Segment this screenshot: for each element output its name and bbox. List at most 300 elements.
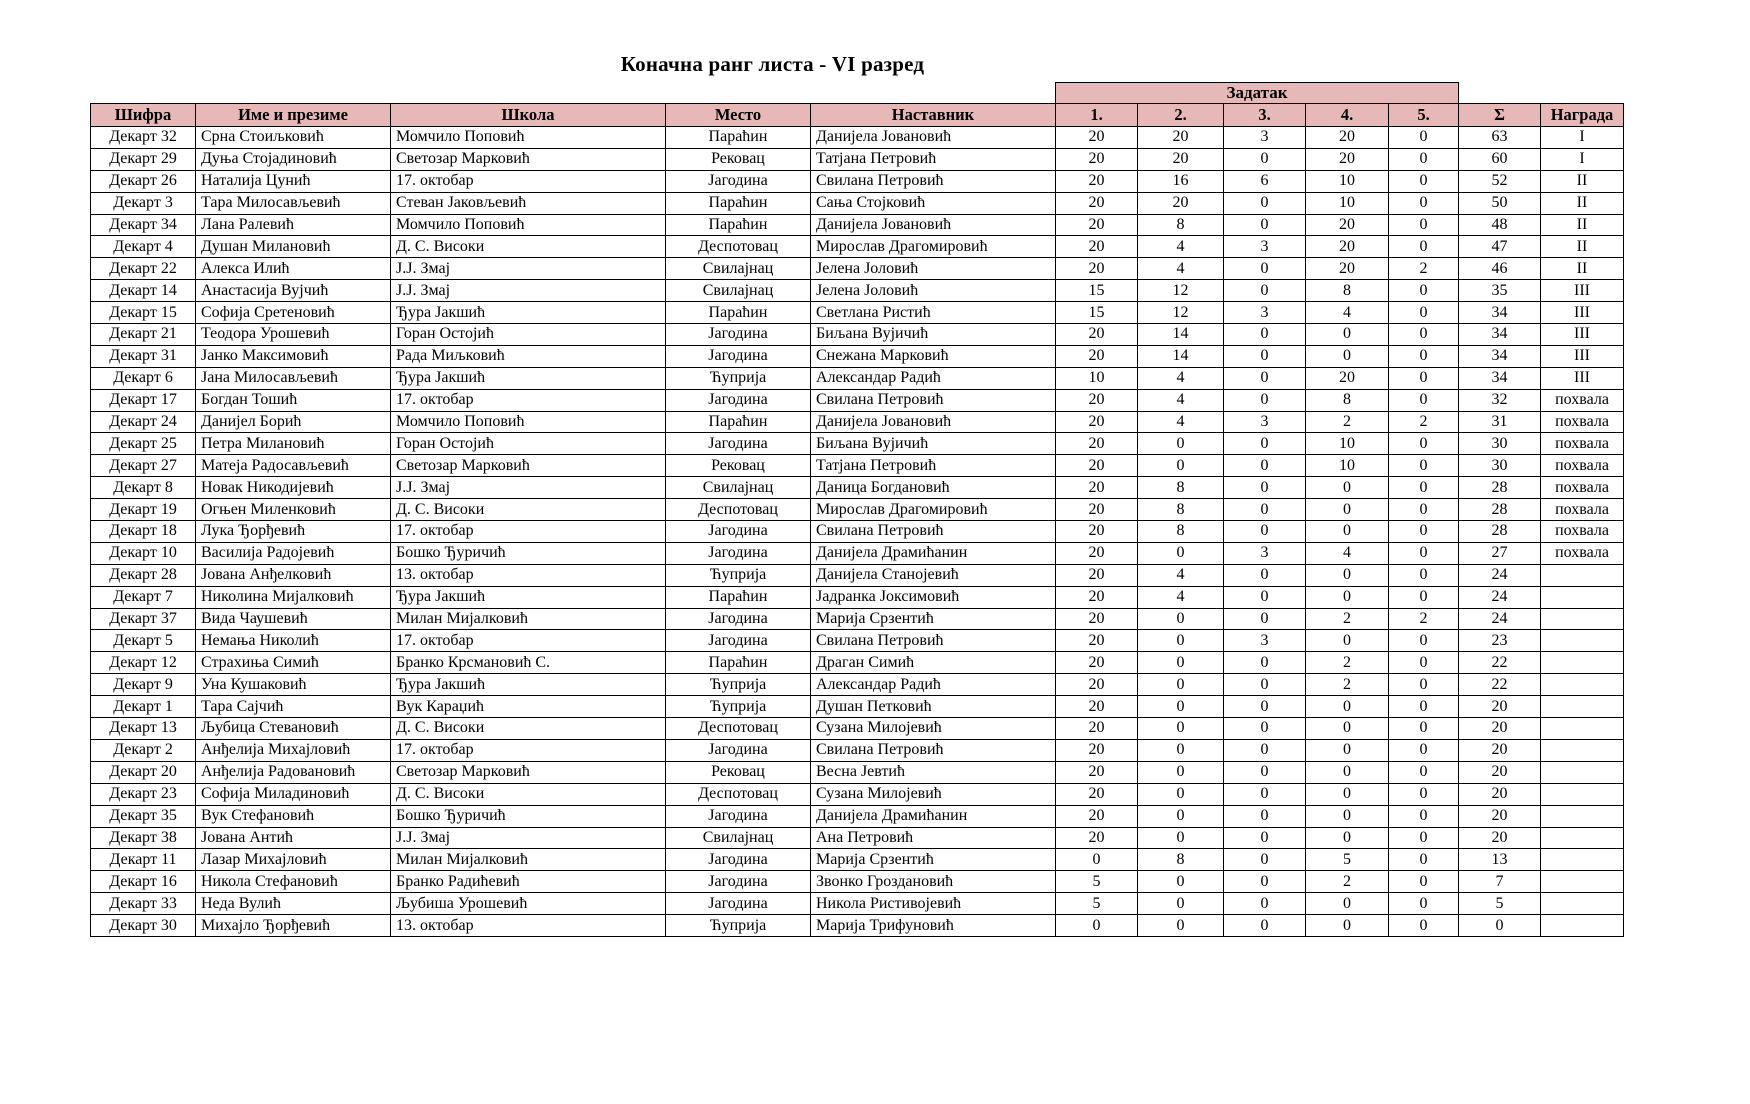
cell-code: Декарт 2 [91,739,196,761]
cell-school: Ђура Јакшић [391,302,666,324]
cell-task5: 0 [1389,127,1459,149]
cell-teacher: Марија Срзентић [811,608,1056,630]
cell-task5: 0 [1389,652,1459,674]
col-header-name: Име и презиме [196,104,391,127]
cell-code: Декарт 34 [91,214,196,236]
cell-name: Срна Стоиљковић [196,127,391,149]
table-row [91,345,1624,367]
cell-task3: 0 [1224,192,1306,214]
cell-award [1541,915,1624,937]
cell-sum: 20 [1459,739,1541,761]
table-row [91,542,1624,564]
cell-school: Горан Остојић [391,324,666,346]
cell-code: Декарт 25 [91,433,196,455]
cell-teacher: Сузана Милојевић [811,718,1056,740]
cell-school: Бранко Крсмановић С. [391,652,666,674]
cell-code: Декарт 13 [91,718,196,740]
cell-task2: 4 [1138,258,1224,280]
cell-task5: 0 [1389,783,1459,805]
cell-task3: 0 [1224,280,1306,302]
cell-task2: 4 [1138,564,1224,586]
cell-name: Алекса Илић [196,258,391,280]
cell-name: Вук Стефановић [196,805,391,827]
cell-code: Декарт 27 [91,455,196,477]
cell-teacher: Светлана Ристић [811,302,1056,324]
ranking-table [90,82,1624,937]
table-row [91,258,1624,280]
cell-code: Декарт 19 [91,499,196,521]
cell-teacher: Данијела Драмићанин [811,542,1056,564]
cell-place: Јагодина [666,805,811,827]
cell-name: Страхиња Симић [196,652,391,674]
cell-place: Параћин [666,652,811,674]
cell-task3: 0 [1224,783,1306,805]
cell-place: Јагодина [666,324,811,346]
cell-code: Декарт 35 [91,805,196,827]
cell-task3: 0 [1224,871,1306,893]
cell-task4: 2 [1306,608,1389,630]
cell-name: Софија Сретеновић [196,302,391,324]
cell-name: Дуња Стојадиновић [196,148,391,170]
cell-code: Декарт 16 [91,871,196,893]
cell-task3: 0 [1224,148,1306,170]
cell-award: похвала [1541,433,1624,455]
cell-school: 17. октобар [391,389,666,411]
cell-task3: 0 [1224,849,1306,871]
cell-name: Анђелија Михајловић [196,739,391,761]
cell-sum: 35 [1459,280,1541,302]
cell-code: Декарт 10 [91,542,196,564]
table-body [91,127,1624,937]
table-row [91,389,1624,411]
cell-sum: 7 [1459,871,1541,893]
cell-sum: 32 [1459,389,1541,411]
cell-task3: 0 [1224,433,1306,455]
col-header-place: Место [666,104,811,127]
cell-school: 17. октобар [391,170,666,192]
cell-task5: 2 [1389,608,1459,630]
cell-task3: 0 [1224,761,1306,783]
table-row [91,170,1624,192]
cell-place: Јагодина [666,871,811,893]
cell-code: Декарт 24 [91,411,196,433]
cell-sum: 20 [1459,696,1541,718]
table-row [91,586,1624,608]
col-header-code: Шифра [91,104,196,127]
cell-sum: 47 [1459,236,1541,258]
cell-name: Лазар Михајловић [196,849,391,871]
cell-code: Декарт 9 [91,674,196,696]
cell-task5: 0 [1389,849,1459,871]
cell-task4: 0 [1306,586,1389,608]
cell-task5: 0 [1389,827,1459,849]
table-row [91,805,1624,827]
cell-task5: 0 [1389,521,1459,543]
cell-name: Јанко Максимовић [196,345,391,367]
table-row [91,280,1624,302]
cell-school: Стеван Јаковљевић [391,192,666,214]
cell-place: Јагодина [666,345,811,367]
table-row [91,564,1624,586]
cell-name: Немања Николић [196,630,391,652]
cell-task2: 0 [1138,915,1224,937]
cell-place: Ћуприја [666,915,811,937]
cell-task4: 0 [1306,761,1389,783]
cell-task1: 20 [1056,542,1138,564]
cell-school: Светозар Марковић [391,455,666,477]
cell-task4: 0 [1306,805,1389,827]
col-header-award: Награда [1541,104,1624,127]
band-spacer-sum [1459,83,1541,104]
cell-task4: 2 [1306,674,1389,696]
cell-task3: 0 [1224,739,1306,761]
table-row [91,433,1624,455]
table-row [91,192,1624,214]
cell-award: I [1541,148,1624,170]
cell-task4: 20 [1306,127,1389,149]
table-row [91,302,1624,324]
cell-task1: 20 [1056,521,1138,543]
cell-task3: 6 [1224,170,1306,192]
cell-sum: 20 [1459,805,1541,827]
cell-school: Момчило Поповић [391,411,666,433]
cell-name: Анђелија Радовановић [196,761,391,783]
cell-code: Декарт 20 [91,761,196,783]
col-header-sum: Σ [1459,104,1541,127]
table-row [91,761,1624,783]
cell-teacher: Александар Радић [811,367,1056,389]
cell-award: III [1541,324,1624,346]
cell-task5: 0 [1389,170,1459,192]
cell-task4: 2 [1306,871,1389,893]
cell-place: Параћин [666,586,811,608]
cell-school: Вук Караџић [391,696,666,718]
cell-task5: 0 [1389,389,1459,411]
cell-task4: 10 [1306,433,1389,455]
cell-task4: 0 [1306,564,1389,586]
cell-code: Декарт 3 [91,192,196,214]
cell-code: Декарт 15 [91,302,196,324]
cell-sum: 13 [1459,849,1541,871]
cell-task5: 0 [1389,477,1459,499]
cell-sum: 20 [1459,761,1541,783]
cell-task4: 0 [1306,324,1389,346]
cell-place: Ћуприја [666,564,811,586]
cell-name: Никола Стефановић [196,871,391,893]
cell-teacher: Александар Радић [811,674,1056,696]
cell-award [1541,849,1624,871]
cell-task4: 8 [1306,389,1389,411]
cell-task5: 0 [1389,499,1459,521]
cell-task1: 20 [1056,608,1138,630]
cell-task1: 20 [1056,477,1138,499]
cell-teacher: Јелена Јоловић [811,258,1056,280]
cell-task2: 4 [1138,411,1224,433]
cell-task4: 10 [1306,455,1389,477]
cell-code: Декарт 23 [91,783,196,805]
cell-task2: 4 [1138,367,1224,389]
cell-sum: 24 [1459,564,1541,586]
cell-school: Момчило Поповић [391,214,666,236]
cell-task5: 0 [1389,236,1459,258]
cell-name: Софија Миладиновић [196,783,391,805]
cell-task4: 20 [1306,214,1389,236]
cell-school: Бошко Ђуричић [391,542,666,564]
cell-school: Горан Остојић [391,433,666,455]
cell-school: Милан Мијалковић [391,849,666,871]
cell-task1: 15 [1056,280,1138,302]
cell-place: Деспотовац [666,499,811,521]
cell-task2: 0 [1138,433,1224,455]
cell-place: Деспотовац [666,236,811,258]
cell-task1: 20 [1056,652,1138,674]
cell-task3: 0 [1224,258,1306,280]
cell-award [1541,564,1624,586]
cell-teacher: Јадранка Јоксимовић [811,586,1056,608]
table-row [91,718,1624,740]
cell-task2: 0 [1138,542,1224,564]
cell-task4: 0 [1306,499,1389,521]
cell-award [1541,871,1624,893]
cell-code: Декарт 22 [91,258,196,280]
cell-school: Ј.Ј. Змај [391,477,666,499]
cell-teacher: Јелена Јоловић [811,280,1056,302]
cell-school: Момчило Поповић [391,127,666,149]
cell-name: Огњен Миленковић [196,499,391,521]
cell-task2: 20 [1138,192,1224,214]
cell-task2: 0 [1138,455,1224,477]
cell-sum: 30 [1459,433,1541,455]
cell-teacher: Мирослав Драгомировић [811,236,1056,258]
table-row [91,652,1624,674]
cell-award [1541,827,1624,849]
table-row [91,127,1624,149]
column-header-row [91,104,1624,127]
cell-place: Деспотовац [666,783,811,805]
cell-teacher: Даница Богдановић [811,477,1056,499]
cell-place: Рековац [666,455,811,477]
task-group-row [91,83,1624,104]
cell-award: похвала [1541,499,1624,521]
cell-code: Декарт 28 [91,564,196,586]
cell-task5: 0 [1389,915,1459,937]
cell-task5: 0 [1389,893,1459,915]
cell-award [1541,586,1624,608]
cell-task4: 0 [1306,915,1389,937]
cell-place: Јагодина [666,521,811,543]
cell-task2: 0 [1138,718,1224,740]
cell-award [1541,805,1624,827]
cell-school: Љубиша Урошевић [391,893,666,915]
cell-teacher: Душан Петковић [811,696,1056,718]
cell-award: похвала [1541,521,1624,543]
cell-task1: 20 [1056,192,1138,214]
cell-task2: 14 [1138,324,1224,346]
cell-place: Свилајнац [666,477,811,499]
cell-school: Ђура Јакшић [391,674,666,696]
cell-place: Рековац [666,148,811,170]
cell-teacher: Звонко Гроздановић [811,871,1056,893]
cell-sum: 28 [1459,477,1541,499]
cell-code: Декарт 7 [91,586,196,608]
cell-name: Јована Антић [196,827,391,849]
col-header-task2: 2. [1138,104,1224,127]
cell-task3: 3 [1224,411,1306,433]
table-row [91,411,1624,433]
cell-award [1541,652,1624,674]
cell-task2: 12 [1138,302,1224,324]
cell-task2: 0 [1138,652,1224,674]
cell-sum: 63 [1459,127,1541,149]
cell-teacher: Мирослав Драгомировић [811,499,1056,521]
col-header-task4: 4. [1306,104,1389,127]
cell-name: Лана Ралевић [196,214,391,236]
cell-task3: 0 [1224,805,1306,827]
cell-task5: 0 [1389,586,1459,608]
cell-task1: 20 [1056,170,1138,192]
cell-task1: 20 [1056,455,1138,477]
cell-task3: 3 [1224,236,1306,258]
cell-award [1541,739,1624,761]
cell-task3: 3 [1224,127,1306,149]
cell-award [1541,783,1624,805]
cell-task5: 0 [1389,718,1459,740]
cell-task5: 0 [1389,761,1459,783]
cell-task1: 20 [1056,345,1138,367]
cell-name: Теодора Урошевић [196,324,391,346]
col-header-school: Школа [391,104,666,127]
cell-place: Деспотовац [666,718,811,740]
cell-task5: 2 [1389,258,1459,280]
cell-task5: 0 [1389,871,1459,893]
cell-teacher: Татјана Петровић [811,455,1056,477]
cell-award: II [1541,192,1624,214]
cell-task1: 20 [1056,214,1138,236]
cell-school: Ј.Ј. Змај [391,280,666,302]
table-row [91,324,1624,346]
cell-award: III [1541,280,1624,302]
cell-code: Декарт 1 [91,696,196,718]
cell-task3: 0 [1224,477,1306,499]
cell-task3: 0 [1224,696,1306,718]
cell-code: Декарт 17 [91,389,196,411]
cell-place: Јагодина [666,849,811,871]
cell-name: Љубица Стевановић [196,718,391,740]
cell-teacher: Данијела Станојевић [811,564,1056,586]
cell-award [1541,674,1624,696]
cell-place: Параћин [666,411,811,433]
cell-award: похвала [1541,389,1624,411]
cell-task1: 20 [1056,674,1138,696]
cell-task3: 0 [1224,455,1306,477]
band-spacer-left [91,83,1056,104]
cell-code: Декарт 18 [91,521,196,543]
cell-task1: 20 [1056,411,1138,433]
cell-task5: 2 [1389,411,1459,433]
cell-school: Д. С. Високи [391,236,666,258]
cell-task5: 0 [1389,630,1459,652]
cell-task4: 20 [1306,148,1389,170]
cell-task5: 0 [1389,345,1459,367]
cell-place: Параћин [666,302,811,324]
cell-task1: 20 [1056,389,1138,411]
cell-task4: 2 [1306,411,1389,433]
table-row [91,893,1624,915]
cell-teacher: Сузана Милојевић [811,783,1056,805]
cell-task2: 0 [1138,630,1224,652]
cell-place: Свилајнац [666,258,811,280]
table-row [91,827,1624,849]
table-row [91,915,1624,937]
cell-task4: 0 [1306,521,1389,543]
cell-sum: 30 [1459,455,1541,477]
cell-task5: 0 [1389,564,1459,586]
table-row [91,849,1624,871]
cell-task2: 12 [1138,280,1224,302]
cell-school: Ј.Ј. Змај [391,827,666,849]
cell-task1: 20 [1056,324,1138,346]
cell-place: Јагодина [666,893,811,915]
cell-code: Декарт 5 [91,630,196,652]
band-spacer-award [1541,83,1624,104]
cell-place: Параћин [666,214,811,236]
cell-name: Анастасија Вујчић [196,280,391,302]
cell-code: Декарт 6 [91,367,196,389]
cell-task1: 20 [1056,805,1138,827]
cell-code: Декарт 29 [91,148,196,170]
cell-task2: 0 [1138,783,1224,805]
cell-task2: 0 [1138,871,1224,893]
cell-task1: 20 [1056,564,1138,586]
cell-sum: 34 [1459,302,1541,324]
col-header-task3: 3. [1224,104,1306,127]
cell-school: Ђура Јакшић [391,586,666,608]
table-row [91,608,1624,630]
cell-task4: 0 [1306,718,1389,740]
cell-award: II [1541,236,1624,258]
cell-teacher: Свилана Петровић [811,389,1056,411]
cell-task5: 0 [1389,192,1459,214]
cell-code: Декарт 31 [91,345,196,367]
cell-name: Петра Милановић [196,433,391,455]
cell-task4: 0 [1306,477,1389,499]
cell-task3: 0 [1224,564,1306,586]
cell-task4: 20 [1306,258,1389,280]
cell-task4: 8 [1306,280,1389,302]
cell-task5: 0 [1389,674,1459,696]
cell-code: Декарт 33 [91,893,196,915]
cell-sum: 27 [1459,542,1541,564]
cell-task3: 0 [1224,214,1306,236]
cell-award: III [1541,367,1624,389]
cell-name: Данијел Борић [196,411,391,433]
cell-teacher: Никола Ристивојевић [811,893,1056,915]
cell-task5: 0 [1389,280,1459,302]
cell-school: Рада Миљковић [391,345,666,367]
cell-code: Декарт 12 [91,652,196,674]
cell-code: Декарт 11 [91,849,196,871]
cell-task2: 8 [1138,477,1224,499]
table-row [91,674,1624,696]
cell-teacher: Данијела Јовановић [811,127,1056,149]
cell-name: Тара Милосављевић [196,192,391,214]
cell-award [1541,608,1624,630]
cell-place: Јагодина [666,389,811,411]
cell-sum: 24 [1459,608,1541,630]
table-row [91,630,1624,652]
cell-name: Душан Милановић [196,236,391,258]
cell-award: похвала [1541,455,1624,477]
